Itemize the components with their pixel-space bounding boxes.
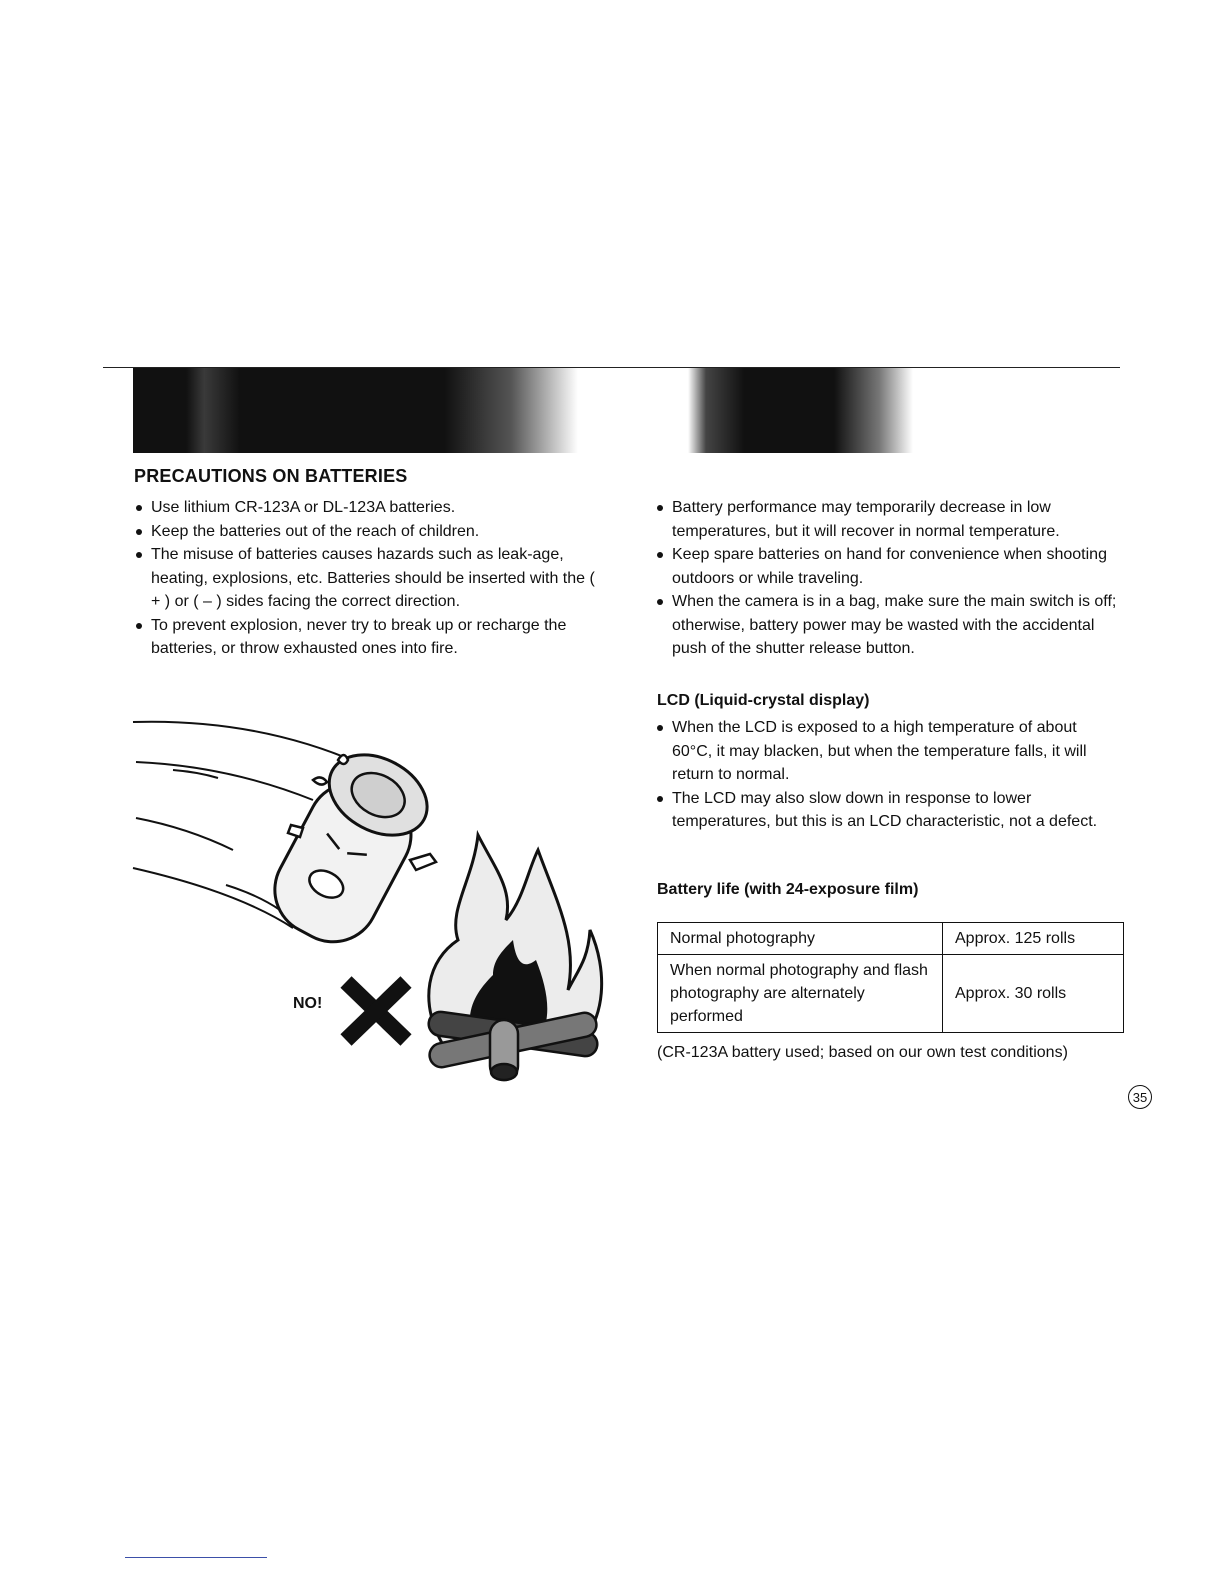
header-band	[133, 368, 913, 453]
list-item: When the camera is in a bag, make sure the main switch is off; otherwise, battery power may be wasted with the accidental push of the shutter release button.	[655, 590, 1125, 661]
lcd-bullet-list	[655, 716, 1115, 834]
bottom-rule	[125, 1557, 267, 1558]
list-item: Use lithium CR-123A or DL-123A batteries.	[134, 496, 604, 520]
list-item: The LCD may also slow down in response to lower temperatures, but this is an LCD characteristic, not a defect.	[655, 787, 1115, 834]
table-row	[658, 955, 1124, 1033]
right-bullet-list	[655, 496, 1125, 661]
table-cell-result: Approx. 125 rolls	[943, 923, 1124, 955]
header-band-block-left	[133, 368, 578, 453]
list-item: The misuse of batteries causes hazards such as leak-age, heating, explosions, etc. Batteries should be inserted with the ( + ) or ( – ) sides facing the correct direction.	[134, 543, 604, 614]
battery-life-heading: Battery life (with 24-exposure film)	[657, 881, 919, 898]
table-row	[658, 923, 1124, 955]
battery-life-table	[657, 922, 1124, 1033]
list-item: To prevent explosion, never try to break up or recharge the batteries, or throw exhausted ones into fire.	[134, 614, 604, 661]
list-item: Keep spare batteries on hand for convenience when shooting outdoors or while traveling.	[655, 543, 1125, 590]
list-item: Battery performance may temporarily decrease in low temperatures, but it will recover in normal temperature.	[655, 496, 1125, 543]
lcd-heading: LCD (Liquid-crystal display)	[657, 692, 870, 709]
list-item: Keep the batteries out of the reach of children.	[134, 520, 604, 544]
test-conditions-note: (CR-123A battery used; based on our own test conditions)	[657, 1044, 1068, 1061]
table-cell-condition: Normal photography	[658, 923, 943, 955]
battery-fire-illustration	[128, 700, 608, 1090]
no-x-icon	[346, 982, 406, 1040]
no-label: NO!	[293, 995, 323, 1012]
list-item: When the LCD is exposed to a high temperature of about 60°C, it may blacken, but when the temperature falls, it will return to normal.	[655, 716, 1115, 787]
page-number: 35	[1128, 1085, 1152, 1109]
table-cell-condition: When normal photography and flash photography are alternately performed	[658, 955, 943, 1033]
section-title: PRECAUTIONS ON BATTERIES	[134, 466, 408, 486]
logs-icon	[427, 1010, 599, 1080]
left-bullet-list	[134, 496, 604, 661]
header-band-block-right	[688, 368, 913, 453]
table-cell-result: Approx. 30 rolls	[943, 955, 1124, 1033]
